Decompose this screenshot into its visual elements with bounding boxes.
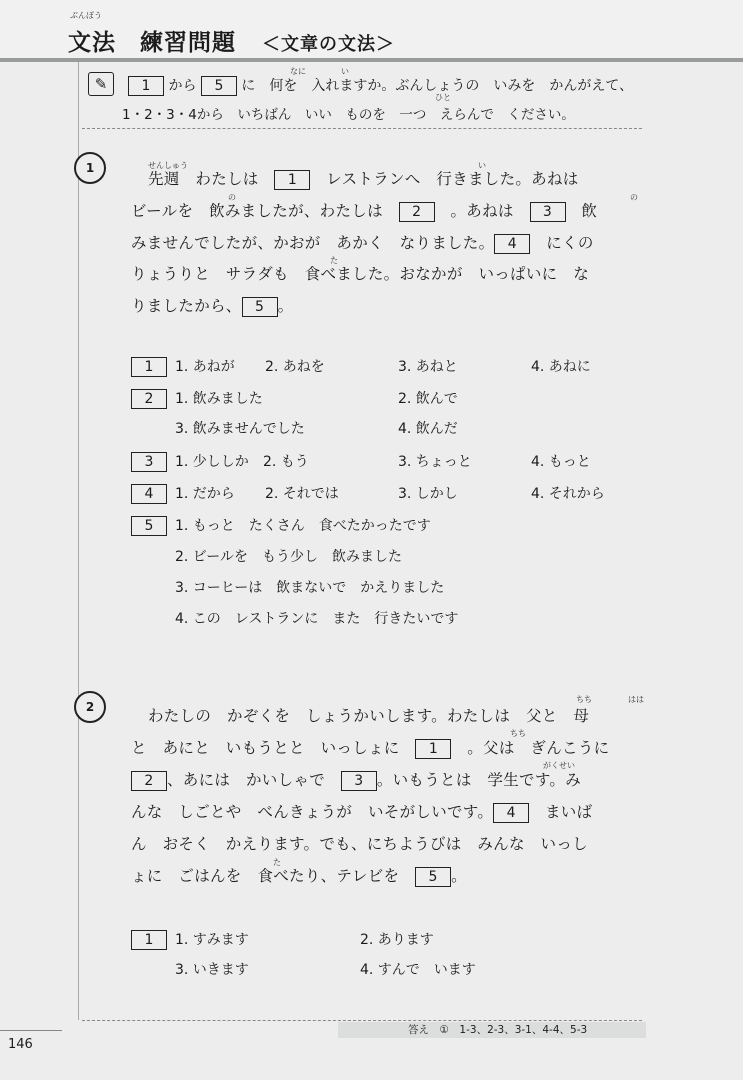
blank-box: 2 [131, 771, 167, 791]
title-main: 文法 練習問題 [68, 30, 236, 56]
q1-option-row-1 [131, 357, 167, 377]
ruby-ire: い [341, 67, 349, 76]
q2-line-6 [131, 864, 467, 887]
blank-box: 3 [341, 771, 377, 791]
option: 3. ちょっと [398, 454, 472, 470]
text: 先週 わたしは [148, 170, 259, 188]
blank-box: 5 [201, 76, 237, 96]
q2-line-1: わたしの かぞくを しょうかいします。わたしは 父と 母 [148, 707, 590, 725]
ruby: の [630, 193, 638, 202]
page-number-rule [0, 1030, 62, 1031]
text: まいば [544, 803, 593, 821]
instr-text: から [168, 78, 197, 94]
instr-text: に 何を 入れますか。ぶんしょうの いみを かんがえて、 [241, 78, 634, 94]
q2-line-3 [131, 768, 581, 791]
ruby: せんしゅう [148, 161, 188, 170]
blank-box: 4 [493, 803, 529, 823]
ruby: た [330, 256, 338, 265]
blank-box: 1 [415, 739, 451, 759]
option: 4. すんで います [360, 962, 476, 978]
header [0, 0, 743, 62]
text: みませんでしたが、かおが あかく なりました。 [131, 234, 495, 252]
q2-line-2 [131, 736, 609, 759]
header-rule [0, 58, 743, 62]
q1-option-row-2 [131, 389, 167, 409]
q1-option-row-5 [131, 516, 167, 536]
text: と あにと いもうとと いっしょに [131, 739, 400, 757]
option: 2. あねを [265, 359, 325, 375]
blank-box: 1 [128, 76, 164, 96]
q2-option-row-1 [131, 930, 167, 950]
blank-box: 1 [131, 930, 167, 950]
option: 3. いきます [175, 962, 249, 978]
instruction-line-1 [128, 75, 633, 96]
option: 2. それでは [265, 486, 339, 502]
blank-box: 1 [274, 170, 310, 190]
ruby: ちち [576, 695, 592, 704]
footer-divider [82, 1020, 642, 1021]
option: 1. 飲みました [175, 391, 263, 407]
ruby-nani: なに [290, 67, 306, 76]
option: 3. コーヒーは 飲まないで かえりました [175, 580, 445, 596]
option: 3. しかし [398, 486, 458, 502]
option: 2. もう [263, 454, 309, 470]
text: 。いもうとは 学生です。み [376, 771, 581, 789]
option: 2. あります [360, 932, 434, 948]
q2-line-5: ん おそく かえります。でも、にちようびは みんな いっし [131, 835, 588, 853]
text: 。父は ぎんこうに [467, 739, 610, 757]
option: 3. 飲みませんでした [175, 421, 305, 437]
answer-key: 答え ① 1-3、2-3、3-1、4-4、5-3 [338, 1022, 646, 1038]
option: 4. それから [531, 486, 605, 502]
option: 1. 少ししか [175, 454, 249, 470]
ruby: はは [628, 695, 644, 704]
q2-line-4 [131, 800, 592, 823]
blank-box: 4 [494, 234, 530, 254]
divider [82, 128, 642, 129]
page-number: 146 [8, 1037, 33, 1052]
text: 。あねは [450, 202, 514, 220]
q1-option-row-4 [131, 484, 167, 504]
text: レストランへ 行きました。あねは [326, 170, 579, 188]
q1-line-3 [131, 231, 594, 254]
question-number: 1 [74, 152, 106, 184]
blank-box: 5 [415, 867, 451, 887]
ruby: の [228, 193, 236, 202]
text: 、あには かいしゃで [167, 771, 326, 789]
option: 3. あねと [398, 359, 458, 375]
blank-box: 2 [131, 389, 167, 409]
ruby: ちち [510, 729, 526, 738]
option: 1. あねが [175, 359, 235, 375]
text: ょに ごはんを 食べたり、テレビを [131, 867, 400, 885]
option: 4. あねに [531, 359, 591, 375]
blank-box: 5 [131, 516, 167, 536]
blank-box: 2 [399, 202, 435, 222]
ruby: い [478, 161, 486, 170]
margin-line [78, 62, 79, 1020]
text: 飲 [581, 202, 598, 220]
title-subtitle: ＜文章の文法＞ [262, 34, 395, 55]
option: 4. 飲んだ [398, 421, 458, 437]
question-number: 2 [74, 691, 106, 723]
text: 。 [451, 867, 467, 885]
title-ruby: ぶんぽう [70, 11, 102, 20]
pencil-icon: ✎ [88, 72, 114, 96]
blank-box: 3 [131, 452, 167, 472]
q1-line-1 [148, 167, 579, 190]
q1-option-row-3 [131, 452, 167, 472]
text: 。 [277, 297, 294, 315]
option: 1. だから [175, 486, 235, 502]
option: 2. ビールを もう少し 飲みました [175, 549, 402, 565]
option: 2. 飲んで [398, 391, 458, 407]
option: 4. この レストランに また 行きたいです [175, 611, 459, 627]
ruby: た [273, 858, 281, 867]
text: にくの [546, 234, 594, 252]
blank-box: 5 [242, 297, 278, 317]
page-title [68, 24, 395, 57]
instruction-line-2: 1・2・3・4から いちばん いい ものを 一つ えらんで ください。 [122, 107, 575, 123]
q1-line-4: りょうりと サラダも 食べました。おなかが いっぱいに な [131, 265, 590, 283]
blank-box: 4 [131, 484, 167, 504]
ruby-hito: ひと [435, 93, 451, 102]
text: りましたから、 [131, 297, 242, 315]
text: ビールを 飲みましたが、わたしは [131, 202, 383, 220]
blank-box: 1 [131, 357, 167, 377]
ruby: がくせい [543, 761, 575, 770]
text: んな しごとや べんきょうが いそがしいです。 [131, 803, 494, 821]
option: 4. もっと [531, 454, 591, 470]
blank-box: 3 [530, 202, 566, 222]
q1-line-5 [131, 294, 293, 317]
option: 1. すみます [175, 932, 249, 948]
option: 1. もっと たくさん 食べたかったです [175, 518, 431, 534]
q1-line-2 [131, 199, 597, 222]
